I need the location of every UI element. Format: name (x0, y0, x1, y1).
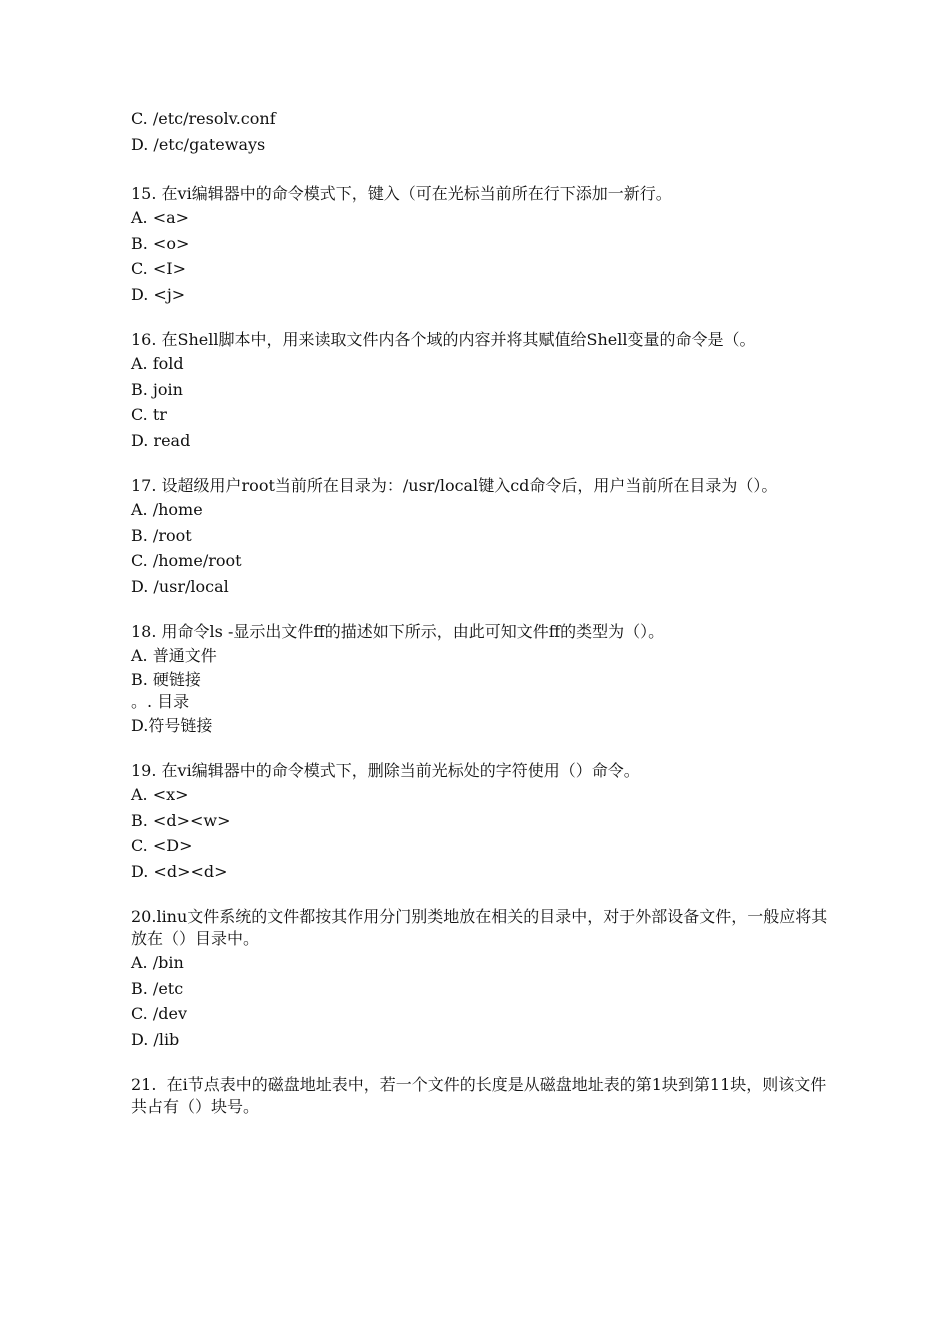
option-line: B. /etc (131, 978, 184, 998)
question-text: 20.linu文件系统的文件都按其作用分门别类地放在相关的目录中，对于外部设备文件，一般应将其放在（）目录中。 (131, 907, 828, 948)
option-line: A. <x> (131, 785, 189, 804)
option-line: C. <D> (131, 836, 193, 855)
option-line: A. 普通文件 (131, 646, 217, 665)
document-page (131, 106, 841, 1118)
option-line: D. read (131, 430, 191, 450)
option-line: C. <I> (131, 259, 186, 278)
option-line: D. /etc/gateways (131, 134, 266, 154)
option-line: A. fold (131, 354, 184, 373)
option-line: D. <d><d> (131, 861, 228, 881)
question-text: 17. 设超级用户root当前所在目录为：/usr/local键入cd命令后，用户当前所在目录为（）。 (131, 476, 778, 495)
option-line: A. /bin (131, 953, 184, 972)
question-19 (131, 760, 841, 884)
question-21 (131, 1074, 841, 1118)
option-line: C. tr (131, 405, 167, 424)
option-line: C. /home/root (131, 551, 242, 570)
option-line: 。. 目录 (131, 691, 190, 711)
question-text: 16. 在Shell脚本中，用来读取文件内各个域的内容并将其赋值给Shell变量的命令是（。 (131, 330, 756, 349)
question-15 (131, 183, 841, 307)
option-line: D. /usr/local (131, 576, 229, 596)
option-line: B. 硬链接 (131, 669, 201, 689)
option-line: A. <a> (131, 208, 190, 227)
question-text: 15. 在vi编辑器中的命令模式下，键入（可在光标当前所在行下添加一新行。 (131, 184, 672, 203)
option-line: B. join (131, 379, 183, 399)
question-text: 21. 在i节点表中的磁盘地址表中，若一个文件的长度是从磁盘地址表的第1块到第11块，则该文件共占有（）块号。 (131, 1075, 827, 1116)
option-line: B. <o> (131, 233, 190, 253)
option-line: B. <d><w> (131, 810, 231, 830)
option-line: D. /lib (131, 1029, 180, 1049)
option-line: C. /dev (131, 1004, 187, 1023)
option-line: D.符号链接 (131, 715, 213, 735)
option-line: B. /root (131, 525, 192, 545)
previous-options (131, 106, 841, 157)
question-18 (131, 621, 841, 738)
question-17 (131, 475, 841, 599)
question-16 (131, 329, 841, 453)
question-text: 19. 在vi编辑器中的命令模式下，删除当前光标处的字符使用（）命令。 (131, 761, 640, 780)
question-20 (131, 906, 841, 1052)
option-line: A. /home (131, 500, 203, 519)
option-line: C. /etc/resolv.conf (131, 109, 276, 128)
option-line: D. <j> (131, 284, 186, 304)
question-text: 18. 用命令ls -显示出文件ff的描述如下所示，由此可知文件ff的类型为（）。 (131, 622, 665, 641)
